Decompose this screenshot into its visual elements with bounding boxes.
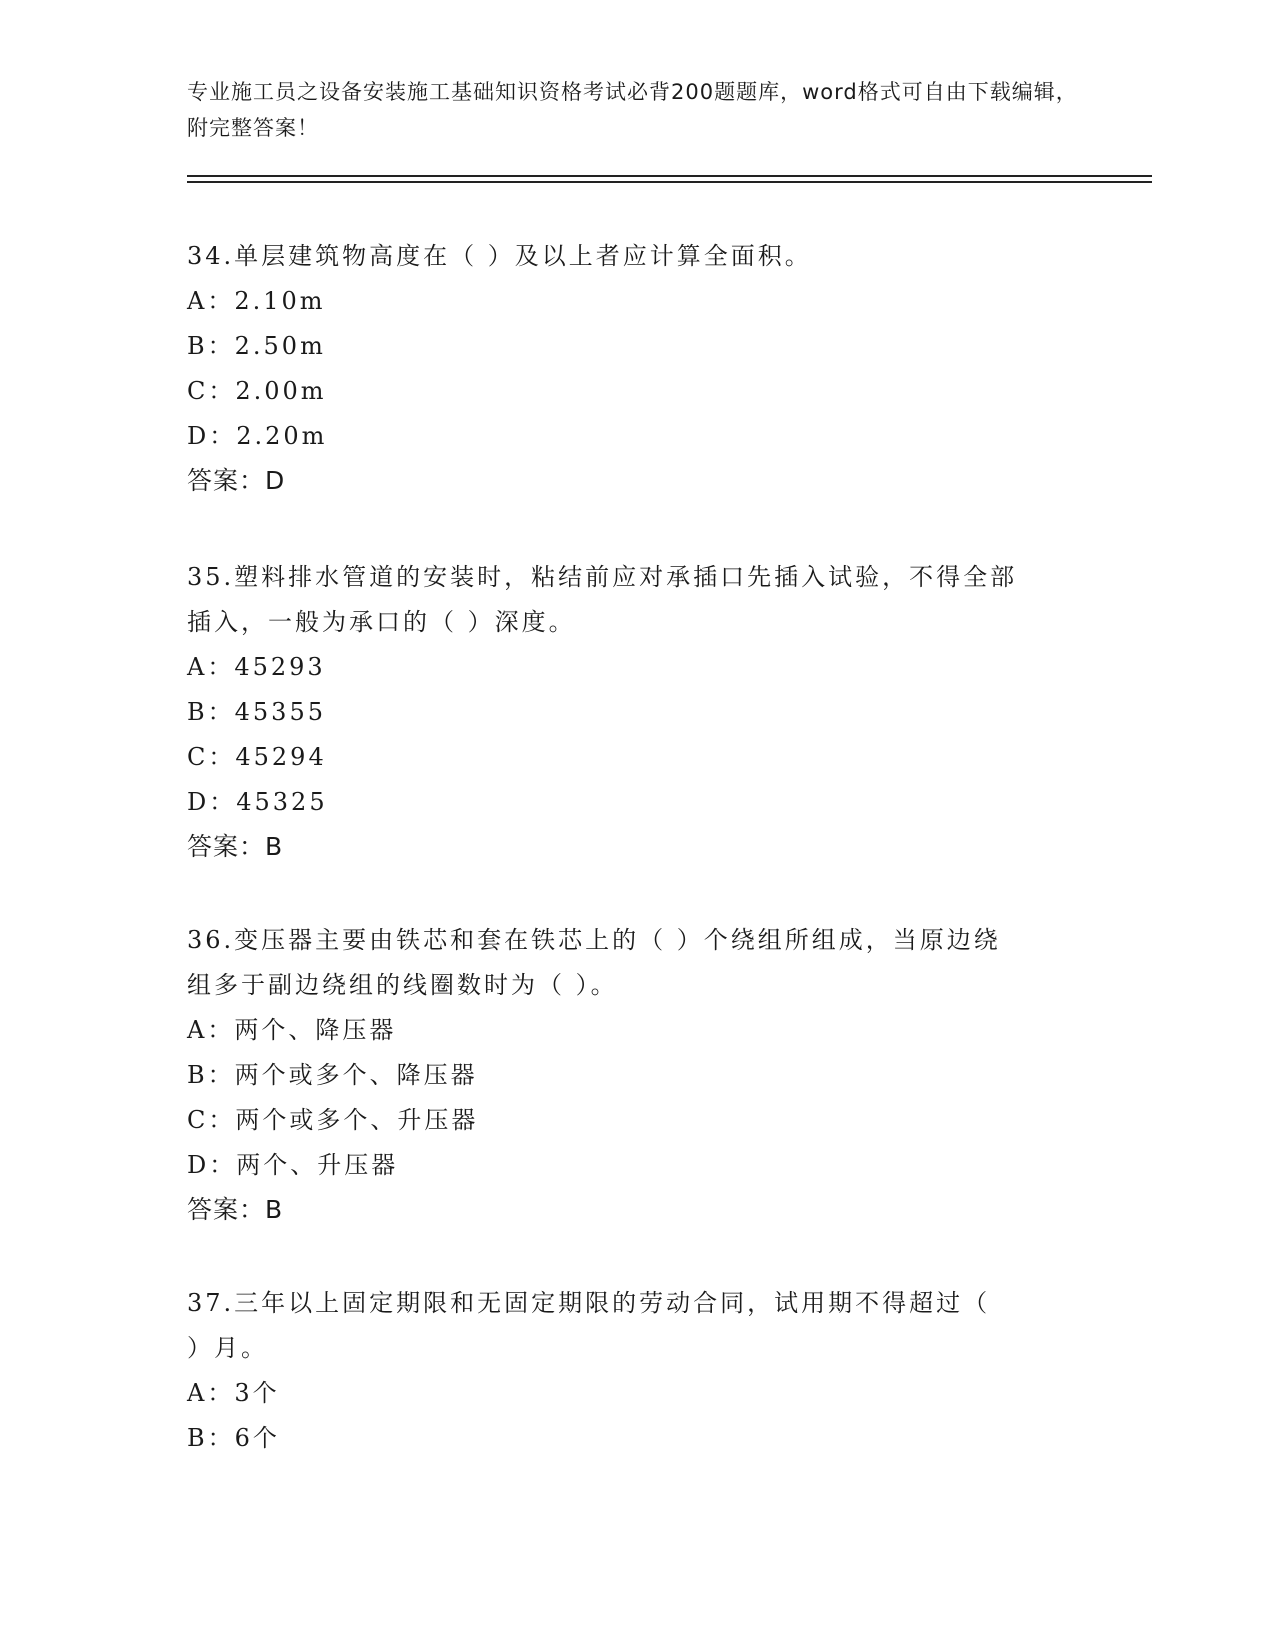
option-a: A：45293	[187, 653, 326, 681]
question-stem: 34.单层建筑物高度在（ ）及以上者应计算全面积。	[187, 242, 812, 270]
answer: 答案：B	[187, 1195, 284, 1224]
header-divider-top	[187, 175, 1152, 177]
question-stem-line-1: 36.变压器主要由铁芯和套在铁芯上的（ ）个绕组所组成，当原边绕	[187, 926, 1001, 954]
option-d: D：两个、升压器	[187, 1151, 399, 1179]
question-stem-line-1: 35.塑料排水管道的安装时，粘结前应对承插口先插入试验，不得全部	[187, 563, 1018, 591]
option-a: A：2.10m	[187, 287, 326, 315]
header-divider-bottom	[187, 181, 1152, 183]
question-35	[187, 555, 1087, 869]
question-34	[187, 234, 1087, 503]
question-stem-line-1: 37.三年以上固定期限和无固定期限的劳动合同，试用期不得超过（	[187, 1289, 991, 1317]
option-a: A：两个、降压器	[187, 1016, 397, 1044]
option-d: D：2.20m	[187, 422, 328, 450]
option-b: B：两个或多个、降压器	[187, 1061, 478, 1089]
option-d: D：45325	[187, 788, 328, 816]
question-stem-line-2: 插入，一般为承口的（ ）深度。	[187, 608, 576, 636]
option-b: B：2.50m	[187, 332, 326, 360]
question-stem-line-2: ）月。	[187, 1334, 268, 1362]
option-c: C：2.00m	[187, 377, 327, 405]
question-37	[187, 1281, 1087, 1461]
question-36	[187, 918, 1087, 1232]
option-c: C：45294	[187, 743, 327, 771]
option-b: B：45355	[187, 698, 326, 726]
answer: 答案：D	[187, 466, 286, 495]
answer: 答案：B	[187, 832, 284, 861]
option-a: A：3个	[187, 1379, 280, 1407]
document-header: 专业施工员之设备安装施工基础知识资格考试必背200题题库，word格式可自由下载编辑，附完整答案！	[187, 80, 1078, 140]
option-b: B：6个	[187, 1424, 280, 1452]
question-stem-line-2: 组多于副边绕组的线圈数时为（ ）。	[187, 971, 618, 999]
option-c: C：两个或多个、升压器	[187, 1106, 479, 1134]
